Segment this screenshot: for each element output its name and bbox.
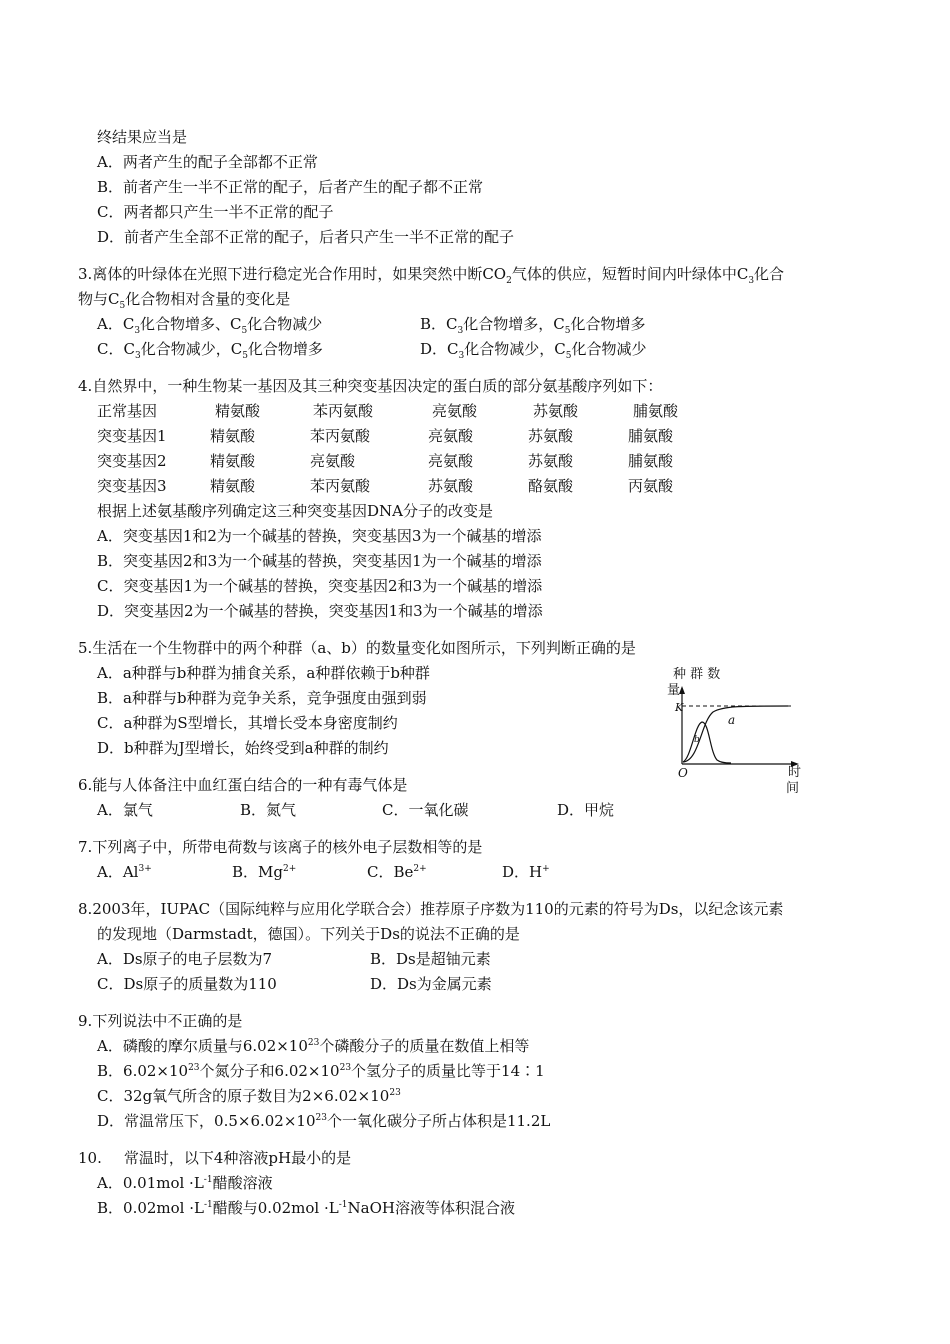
q9-option-b: B．$6.02\times 10^{23}$个氮分子和$6.02\times 10^{23}$个氢分子的质量比等于14∶1 (97, 1062, 545, 1080)
q9-option-c: C．32g氧气所含的原子数目为$2\times 6.02\times 10^{23}$ (97, 1087, 401, 1105)
curve-a (683, 706, 788, 762)
curve-b (683, 722, 731, 763)
q2-option-a: A．两者产生的配子全部都不正常 (97, 153, 318, 171)
graph-xlabel-2: 间 (786, 781, 800, 796)
q7-option-b: B．$Mg^{2+}$ (232, 863, 297, 881)
q6-option-a: A．氯气 (97, 801, 153, 819)
graph-k-label: K (675, 701, 684, 714)
q7-option-a: A．$Al^{3+}$ (97, 863, 152, 881)
q9-stem: 9.下列说法中不正确的是 (78, 1012, 243, 1030)
q2-option-d: D．前者产生全部不正常的配子，后者只产生一半不正常的配子 (97, 228, 515, 246)
q7-option-c: C．$Be^{2+}$ (367, 863, 427, 881)
q4-option-a: A．突变基因1和2为一个碱基的替换，突变基因3为一个碱基的增添 (97, 527, 542, 545)
q8-option-a: A．Ds原子的电子层数为7 (97, 950, 273, 968)
q6-option-d: D．甲烷 (557, 801, 615, 819)
curve-a-label: a (728, 713, 736, 727)
q7-option-d: D．H+ (502, 863, 550, 881)
q8-stem-line2: 的发现地（Darmstadt，德国）。下列关于Ds的说法不正确的是 (97, 925, 520, 943)
q5-option-a: A．a种群与b种群为捕食关系，a种群依赖于b种群 (97, 664, 430, 682)
graph-xlabel-1: 时 (788, 765, 802, 780)
q9-option-a: A．磷酸的摩尔质量与$6.02\times 10^{23}$个磷酸分子的质量在数值上相等 (97, 1037, 530, 1055)
q6-stem: 6.能与人体备注中血红蛋白结合的一种有毒气体是 (78, 776, 408, 794)
q2-option-b: B．前者产生一半不正常的配子，后者产生的配子都不正常 (97, 178, 484, 196)
q5-number: 5. (78, 639, 93, 657)
q9-option-d: D．常温常压下，$0.5\times 6.02\times 10^{23}$个一氧化碳分子所占体积是11.2L (97, 1112, 551, 1130)
q4-option-b: B．突变基因2和3为一个碱基的替换，突变基因1为一个碱基的增添 (97, 552, 542, 570)
graph-ylabel-2: 量 (667, 683, 681, 698)
q3-option-d: D．$C_3$化合物减少，$C_5$化合物减少 (420, 340, 647, 361)
q10-option-b: B．$0.02mol \cdot L^{-1}$醋酸与$0.02mol \cdot L^{-1}NaOH$溶液等体积混合液 (97, 1199, 515, 1217)
q5-option-d: D．b种群为J型增长，始终受到a种群的制约 (97, 739, 389, 757)
q5-stem: 5.生活在一个生物群中的两个种群（a、b）的数量变化如图所示，下列判断正确的是 (78, 639, 636, 657)
q3-option-c: C．$C_3$化合物减少，$C_5$化合物增多 (97, 340, 323, 361)
graph-ylabel-1: 种 群 数 (673, 667, 721, 682)
q10-option-a: A．$0.01mol \cdot L^{-1}$醋酸溶液 (97, 1174, 273, 1192)
population-graph (665, 662, 815, 802)
q2-stem-tail: 终结果应当是 (97, 128, 188, 146)
q4-option-c: C．突变基因1为一个碱基的替换，突变基因2和3为一个碱基的增添 (97, 577, 543, 595)
q6-number: 6. (78, 776, 93, 794)
q2-option-c: C．两者都只产生一半不正常的配子 (97, 203, 334, 221)
graph-origin-label: O (678, 766, 688, 780)
q7-stem: 7.下列离子中，所带电荷数与该离子的核外电子层数相等的是 (78, 838, 483, 856)
q8-number: 8. (78, 900, 93, 918)
q8-option-d: D．Ds为金属元素 (370, 975, 492, 993)
q8-option-b: B．Ds是超铀元素 (370, 950, 491, 968)
q10-number: 10. (78, 1149, 102, 1167)
q3-number: 3. (78, 265, 93, 283)
q3-stem-line1: 3.离体的叶绿体在光照下进行稳定光合作用时，如果突然中断$CO_2$气体的供应，短暂时间内叶绿体中$C_3$化合 (78, 265, 785, 286)
q5-option-b: B．a种群与b种群为竞争关系，竞争强度由强到弱 (97, 689, 427, 707)
q8-option-c: C．Ds原子的质量数为110 (97, 975, 277, 993)
q4-question: 根据上述氨基酸序列确定这三种突变基因DNA分子的改变是 (97, 502, 493, 520)
q3-stem-line2: 物与$C_5$化合物相对含量的变化是 (78, 290, 291, 311)
q3-option-a: A．$C_3$化合物增多、$C_5$化合物减少 (97, 315, 323, 336)
q7-number: 7. (78, 838, 93, 856)
q3-option-b: B．$C_3$化合物增多，$C_5$化合物增多 (420, 315, 646, 336)
curve-b-label: b (694, 735, 700, 745)
q4-number: 4. (78, 377, 93, 395)
q8-stem-line1: 8.2003年，IUPAC（国际纯粹与应用化学联合会）推荐原子序数为110的元素的符号为Ds，以纪念该元素 (78, 900, 784, 918)
q5-option-c: C．a种群为S型增长，其增长受本身密度制约 (97, 714, 398, 732)
q4-stem: 4.自然界中，一种生物某一基因及其三种突变基因决定的蛋白质的部分氨基酸序列如下： (78, 377, 663, 395)
q4-option-d: D．突变基因2为一个碱基的替换，突变基因1和3为一个碱基的增添 (97, 602, 543, 620)
q10-stem: 10. 常温时，以下4种溶液pH最小的是 (78, 1149, 352, 1167)
q6-option-c: C．一氧化碳 (382, 801, 469, 819)
q9-number: 9. (78, 1012, 93, 1030)
q6-option-b: B．氮气 (240, 801, 297, 819)
